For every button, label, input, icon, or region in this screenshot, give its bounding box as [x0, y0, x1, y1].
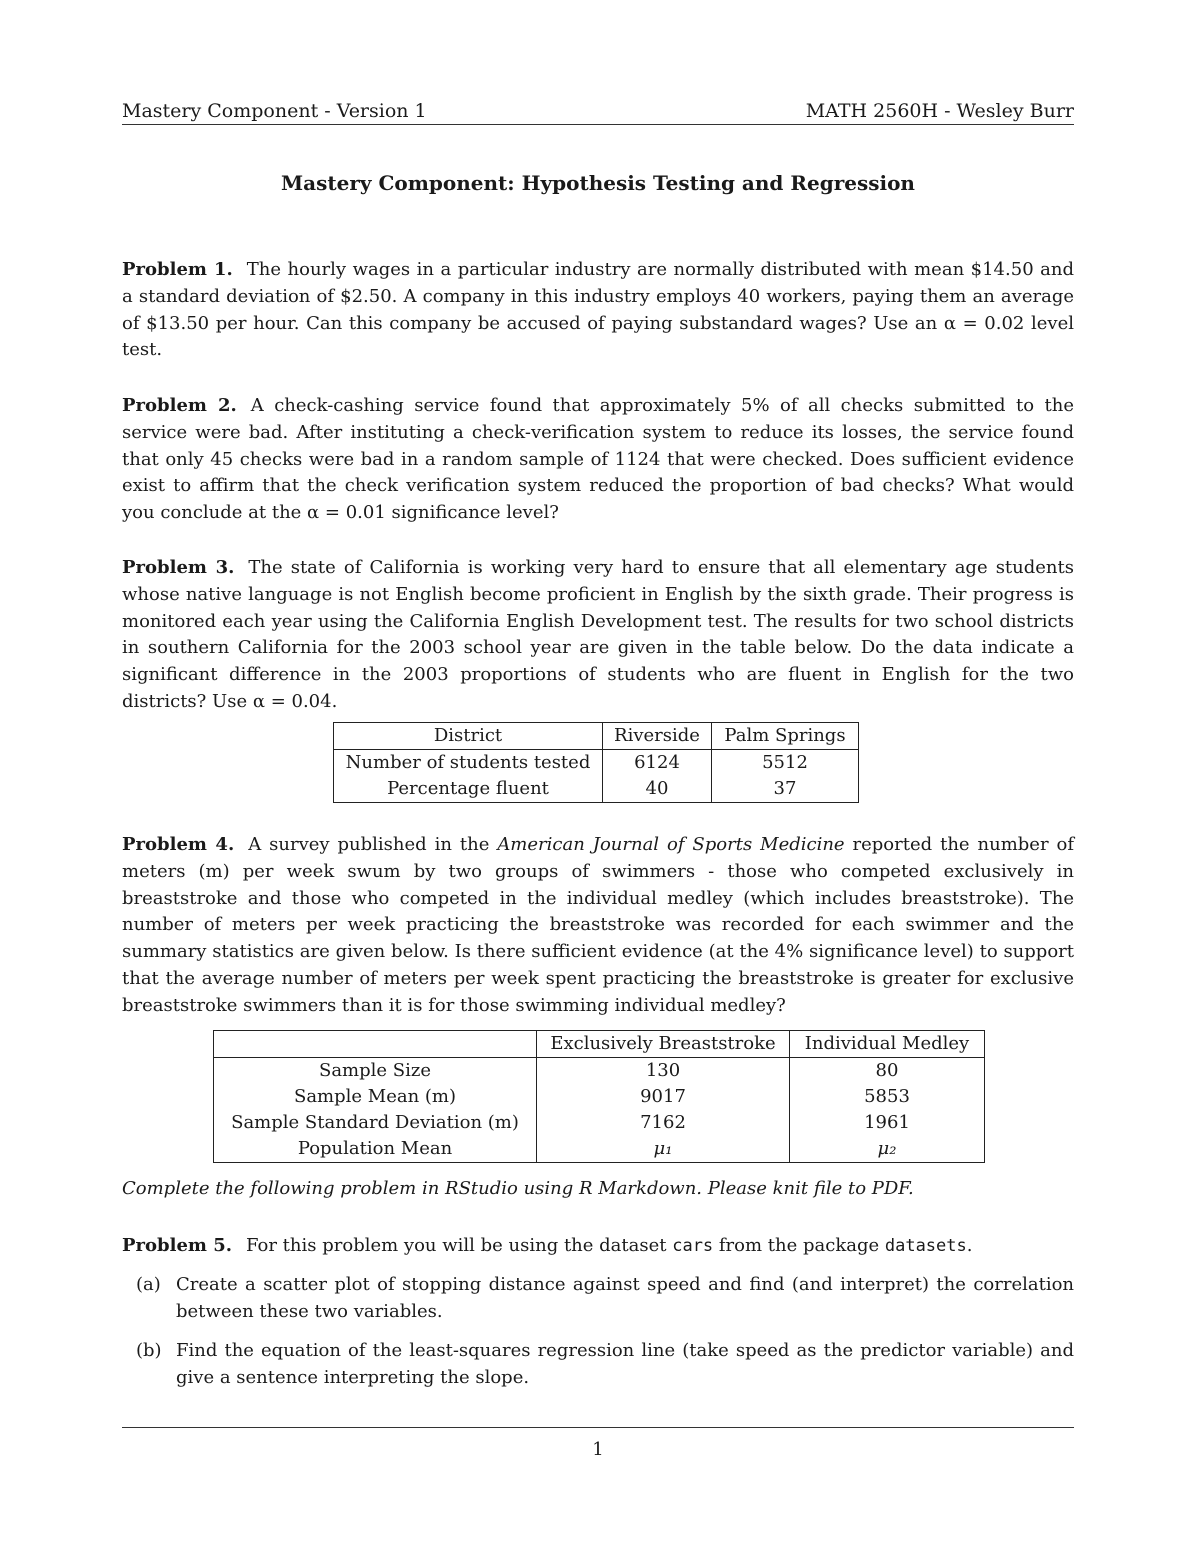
code-cars: cars [672, 1236, 714, 1256]
part-tag: (b) [136, 1340, 162, 1361]
journal-title: American Journal of Sports Medicine [497, 834, 845, 855]
table-cell: 5512 [712, 750, 859, 777]
problem-5-label: Problem 5. [122, 1235, 233, 1256]
table-cell: Percentage fluent [334, 776, 603, 803]
problem-2-text: A check-cashing service found that approximately 5% of all checks submitted to the service were bad. After instituting a check-verification system to reduce its losses, the service found that only 45 checks were bad in a random sample of 1124 that were checked. Does sufficient evidence exist to affirm that the check verification system reduced the proportion of bad checks? What would you conclude at the α = 0.01 significance level? [122, 395, 1074, 524]
problem-5-part-b [122, 1338, 1074, 1392]
table-row [334, 750, 859, 777]
problem-1-label: Problem 1. [122, 259, 233, 280]
table-cell: 40 [603, 776, 712, 803]
part-text: Create a scatter plot of stopping distance against speed and find (and interpret) the correlation between these two variables. [176, 1274, 1074, 1322]
table-cell: Sample Standard Deviation (m) [214, 1110, 537, 1136]
table-cell: 6124 [603, 750, 712, 777]
table-row [334, 776, 859, 803]
table-cell: 1961 [790, 1110, 985, 1136]
header-left: Mastery Component - Version 1 [122, 100, 427, 122]
problem-2-label: Problem 2. [122, 395, 237, 416]
table-header-cell: District [334, 723, 603, 750]
table-header-cell: Palm Springs [712, 723, 859, 750]
table-header-cell: Individual Medley [790, 1031, 985, 1058]
table-cell: Population Mean [214, 1136, 537, 1163]
problem-1 [122, 257, 1074, 364]
table-cell: 80 [790, 1058, 985, 1085]
table-header-row [334, 723, 859, 750]
problem-4-label: Problem 4. [122, 834, 235, 855]
problem-5-part-a [122, 1272, 1074, 1326]
table-row [214, 1136, 985, 1163]
swimmer-table [213, 1030, 985, 1163]
table-header-row [214, 1031, 985, 1058]
table-cell: 130 [537, 1058, 790, 1085]
code-datasets: datasets [884, 1236, 967, 1256]
problem-1-text: The hourly wages in a particular industry are normally distributed with mean $14.50 and a standard deviation of $2.50. A company in this industry employs 40 workers, paying them an average of $13.50 per hour. Can this company be accused of paying substandard wages? Use an α = 0.02 level test. [122, 259, 1074, 361]
header-rule [122, 124, 1074, 125]
footer-rule [122, 1427, 1074, 1428]
table-cell: Number of students tested [334, 750, 603, 777]
table-cell: μ₂ [790, 1136, 985, 1163]
table-cell: 9017 [537, 1084, 790, 1110]
problem-3 [122, 555, 1074, 716]
table-row [214, 1084, 985, 1110]
table-row [214, 1110, 985, 1136]
problem-5-text-c: . [966, 1235, 973, 1256]
table-cell: 5853 [790, 1084, 985, 1110]
part-text: Find the equation of the least-squares regression line (take speed as the predictor variable) and give a sentence interpreting the slope. [176, 1340, 1074, 1388]
table-header-cell: Exclusively Breaststroke [537, 1031, 790, 1058]
district-table [333, 722, 859, 803]
problem-5 [122, 1233, 1074, 1260]
table-header-cell: Riverside [603, 723, 712, 750]
table-cell: 7162 [537, 1110, 790, 1136]
problem-4 [122, 832, 1074, 1020]
page-number: 1 [592, 1439, 604, 1460]
part-tag: (a) [136, 1274, 161, 1295]
table-header-cell [214, 1031, 537, 1058]
table-cell: Sample Mean (m) [214, 1084, 537, 1110]
page-title: Mastery Component: Hypothesis Testing and Regression [281, 171, 915, 195]
table-cell: Sample Size [214, 1058, 537, 1085]
table-cell: μ₁ [537, 1136, 790, 1163]
running-header [122, 96, 1074, 122]
table-row [214, 1058, 985, 1085]
problem-5-text-b: from the package [713, 1235, 885, 1256]
problem-3-text: The state of California is working very hard to ensure that all elementary age students whose native language is not English become proficient in English by the sixth grade. Their progress is monitored each year using the California English Development test. The results for two school districts in southern California for the 2003 school year are given in the table below. Do the data indicate a significant difference in the 2003 proportions of students who are fluent in English for the two districts? Use α = 0.04. [122, 557, 1074, 712]
header-right: MATH 2560H - Wesley Burr [805, 100, 1074, 122]
problem-5-text-a: For this problem you will be using the dataset [246, 1235, 673, 1256]
problem-2 [122, 393, 1074, 527]
instruction-note: Complete the following problem in RStudio using R Markdown. Please knit file to PDF. [122, 1178, 914, 1199]
problem-3-label: Problem 3. [122, 557, 235, 578]
problem-4-text-before: A survey published in the [248, 834, 498, 855]
problem-4-text-after: reported the number of meters (m) per week swum by two groups of swimmers - those who competed exclusively in breaststroke and those who competed in the individual medley (which includes breaststroke). The number of meters per week practicing the breaststroke was recorded for each swimmer and the summary statistics are given below. Is there sufficient evidence (at the 4% significance level) to support that the average number of meters per week spent practicing the breaststroke is greater for exclusive breaststroke swimmers than it is for those swimming individual medley? [122, 834, 1074, 1016]
table-cell: 37 [712, 776, 859, 803]
